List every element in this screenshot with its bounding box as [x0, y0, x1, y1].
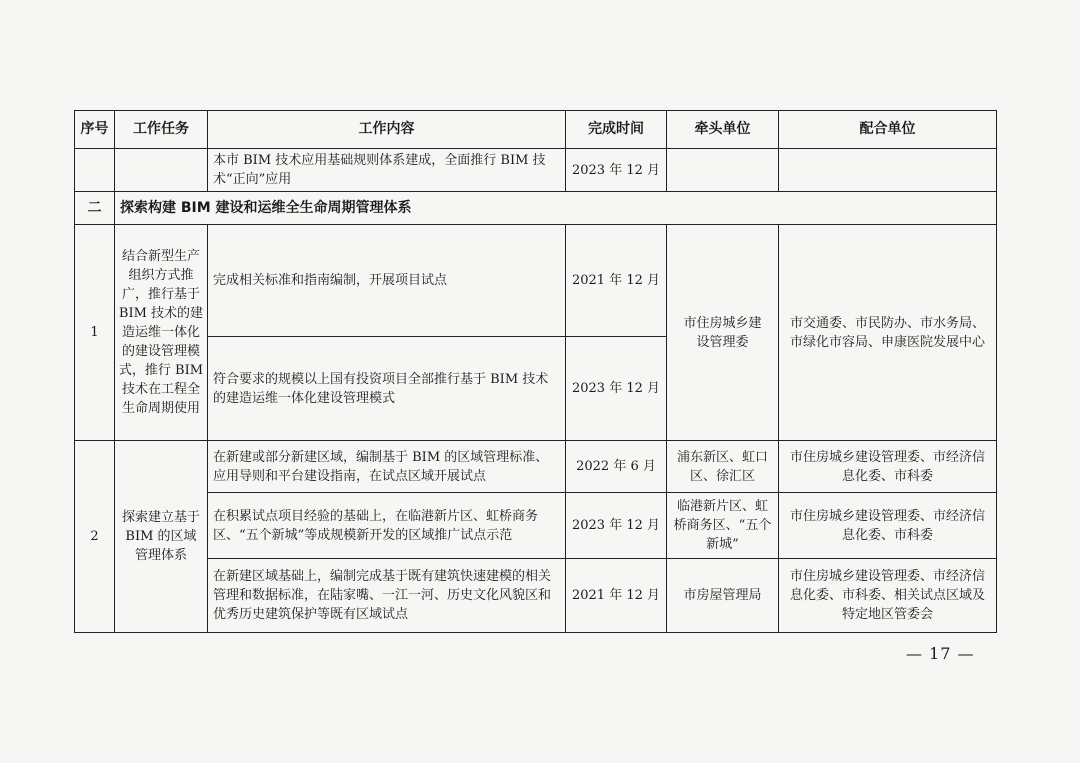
section-title: 探索构建 BIM 建设和运维全生命周期管理体系 — [115, 192, 997, 225]
header-lead: 牵头单位 — [667, 111, 779, 149]
lead-cell — [667, 149, 779, 192]
content-cell: 在新建区域基础上，编制完成基于既有建筑快速建模的相关管理和数据标准，在陆家嘴、一江一河、历史文化风貌区和优秀历史建筑保护等既有区域试点 — [208, 559, 566, 633]
table-row — [75, 493, 997, 559]
page-number: — 17 — — [906, 644, 975, 663]
seq-cell — [75, 149, 115, 192]
content-cell: 在新建或部分新建区域，编制基于 BIM 的区域管理标准、应用导则和平台建设指南，在试点区域开展试点 — [208, 441, 566, 493]
seq-cell: 2 — [75, 441, 115, 633]
lead-cell: 市住房城乡建设管理委 — [667, 225, 779, 441]
deadline-cell: 2022 年 6 月 — [566, 441, 667, 493]
deadline-cell: 2023 年 12 月 — [566, 149, 667, 192]
task-cell — [115, 149, 208, 192]
section-number: 二 — [75, 192, 115, 225]
deadline-cell: 2021 年 12 月 — [566, 559, 667, 633]
content-cell: 在积累试点项目经验的基础上，在临港新片区、虹桥商务区、“五个新城”等成规模新开发的区域推广试点示范 — [208, 493, 566, 559]
content-cell: 完成相关标准和指南编制，开展项目试点 — [208, 225, 566, 337]
deadline-cell: 2021 年 12 月 — [566, 225, 667, 337]
header-row — [75, 111, 997, 149]
table-row — [75, 225, 997, 337]
coop-cell: 市住房城乡建设管理委、市经济信息化委、市科委 — [779, 441, 997, 493]
header-coop: 配合单位 — [779, 111, 997, 149]
task-cell: 探索建立基于 BIM 的区域管理体系 — [115, 441, 208, 633]
deadline-cell: 2023 年 12 月 — [566, 493, 667, 559]
header-content: 工作内容 — [208, 111, 566, 149]
table-row — [75, 441, 997, 493]
table-row — [75, 149, 997, 192]
section-row — [75, 192, 997, 225]
header-deadline: 完成时间 — [566, 111, 667, 149]
coop-cell: 市住房城乡建设管理委、市经济信息化委、市科委 — [779, 493, 997, 559]
header-task: 工作任务 — [115, 111, 208, 149]
task-table — [74, 110, 997, 633]
content-cell: 本市 BIM 技术应用基础规则体系建成，全面推行 BIM 技术“正向”应用 — [208, 149, 566, 192]
task-cell: 结合新型生产组织方式推广，推行基于 BIM 技术的建造运维一体化的建设管理模式，推行 BIM 技术在工程全生命周期使用 — [115, 225, 208, 441]
content-cell: 符合要求的规模以上国有投资项目全部推行基于 BIM 技术的建造运维一体化建设管理模式 — [208, 337, 566, 441]
lead-cell: 浦东新区、虹口区、徐汇区 — [667, 441, 779, 493]
coop-cell: 市住房城乡建设管理委、市经济信息化委、市科委、相关试点区域及特定地区管委会 — [779, 559, 997, 633]
lead-cell: 市房屋管理局 — [667, 559, 779, 633]
seq-cell: 1 — [75, 225, 115, 441]
table-row — [75, 559, 997, 633]
lead-cell: 临港新片区、虹桥商务区、“五个新城” — [667, 493, 779, 559]
coop-cell — [779, 149, 997, 192]
coop-cell: 市交通委、市民防办、市水务局、市绿化市容局、申康医院发展中心 — [779, 225, 997, 441]
deadline-cell: 2023 年 12 月 — [566, 337, 667, 441]
header-seq: 序号 — [75, 111, 115, 149]
